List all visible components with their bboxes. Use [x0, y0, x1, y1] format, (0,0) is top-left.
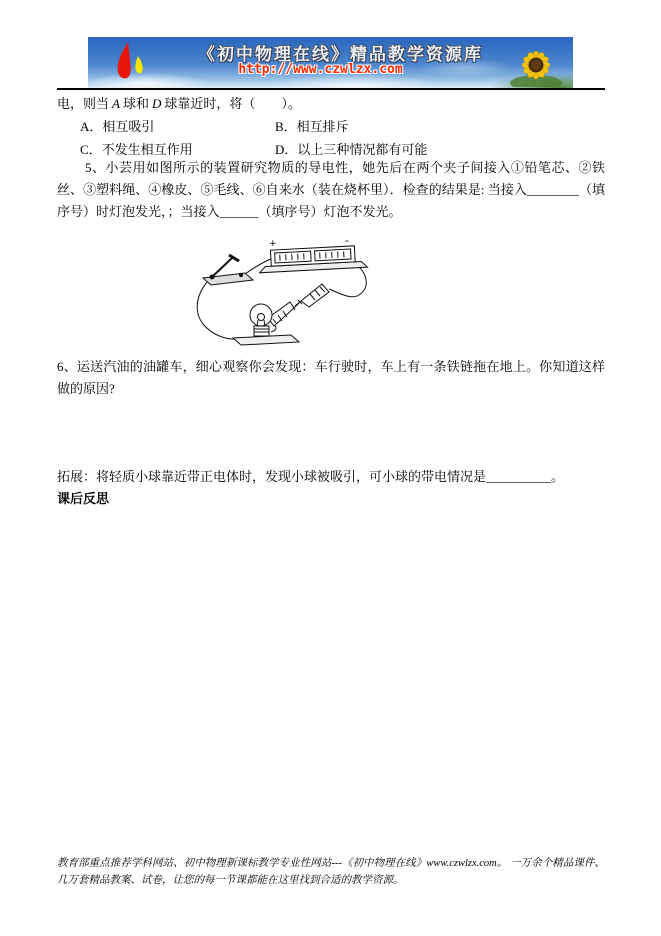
switch	[203, 255, 253, 285]
header-divider	[57, 88, 605, 90]
battery-plus-label: +	[269, 239, 277, 249]
circuit-diagram	[195, 237, 400, 352]
site-banner	[88, 37, 573, 88]
circuit-figure	[195, 237, 400, 352]
q4-option-c: C．不发生相互作用	[80, 142, 193, 157]
clip-lower	[268, 302, 299, 326]
footer-text: 教育部重点推荐学科网站、初中物理新课标教学专业性网站---《初中物理在线》www.czwlzx.com。 一万余个精品课件、几万套精品教案、试卷，让您的每一节课都能在这里找到合适的教学资源。	[57, 858, 605, 886]
q6-text: 6、运送汽油的油罐车，细心观察你会发现：车行驶时，车上有一条铁链拖在地上。你知道这样做的原因?	[57, 359, 605, 396]
q4-stem-post: 球靠近时，将（ ）。	[164, 96, 301, 111]
q4-option-d: D．以上三种情况都有可能	[275, 142, 428, 157]
battery	[258, 237, 367, 273]
q4-option-a: A．相互吸引	[80, 119, 155, 134]
q4-stem-pre: 电，则当	[57, 96, 110, 111]
battery-minus-label: -	[345, 237, 349, 247]
q4-stem-mid: 球和	[122, 96, 149, 111]
banner-title: 《初中物理在线》精品教学资源库	[198, 45, 483, 64]
sunflower-icon	[505, 41, 567, 88]
q5-text: 5、小芸用如图所示的装置研究物质的导电性，她先后在两个夹子间接入①铅笔芯、②铁丝、③塑料绳、④橡皮、⑤毛线、⑥自来水（装在烧杯里）．检查的结果是: 当接入________（填序号）时灯泡发光，；当接入______（填序号）灯泡不发光。	[57, 160, 605, 219]
q4-option-b: B．相互排斥	[275, 119, 349, 134]
reflection-heading: 课后反思	[57, 491, 110, 506]
clip-upper	[295, 284, 329, 307]
extension-text: 拓展：将轻质小球靠近带正电体时，发现小球被吸引，可小球的带电情况是__________。	[57, 469, 565, 484]
banner-url[interactable]: http://www.czwlzx.com	[238, 62, 403, 77]
site-logo-icon	[108, 40, 154, 88]
q4-ball-d: D	[151, 96, 162, 111]
q4-options-row-1	[57, 116, 605, 138]
q4-stem	[57, 93, 605, 115]
q4-ball-a: A	[112, 96, 120, 111]
